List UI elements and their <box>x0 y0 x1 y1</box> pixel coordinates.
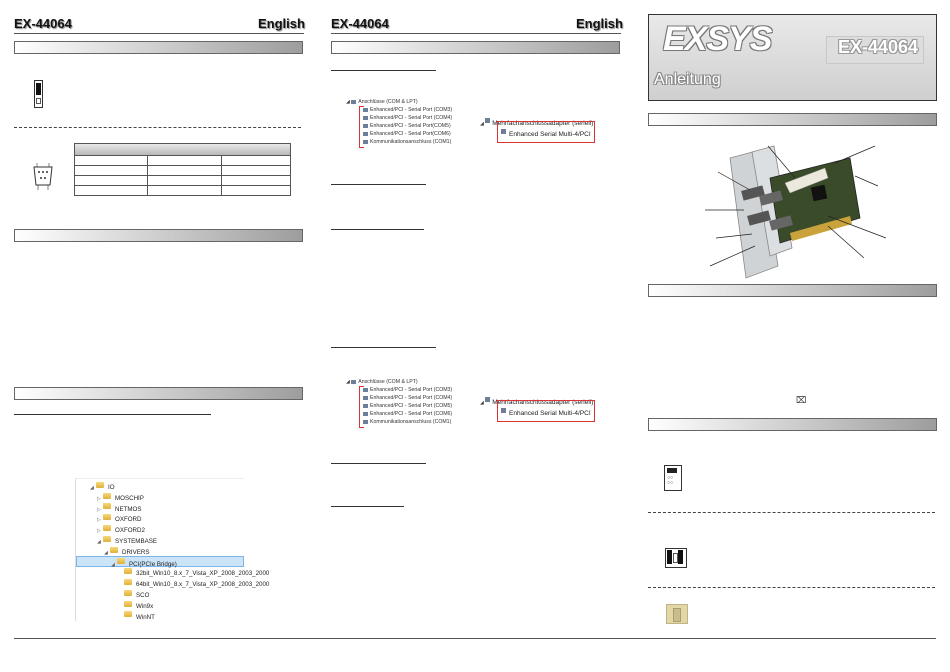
comm-port-item: Kommunikationsanschluss (COM1) <box>370 139 452 145</box>
col2-heading-underline-1 <box>331 70 436 71</box>
exsys-logo: EXSYS <box>663 20 772 58</box>
col1-section-bar-2 <box>14 229 303 242</box>
col2-section-bar-1 <box>331 41 620 54</box>
adapter-tree-1: ◢ Mehrfachanschlussadapter (seriell) Enhanced Serial Multi-4/PCI <box>480 112 610 138</box>
folder-tree-item[interactable] <box>90 480 115 490</box>
folder-icon <box>103 514 111 520</box>
ports-group-label: Anschlüsse (COM & LPT) <box>358 379 418 385</box>
cover-subtitle: Anleitung <box>654 71 721 88</box>
col2-header-rule <box>331 33 621 34</box>
collapsed-arrow-icon[interactable]: ▷ <box>97 506 101 513</box>
col3-dashed-divider-2 <box>648 587 935 588</box>
folder-icon <box>124 579 132 585</box>
col2-heading-underline-4 <box>331 347 436 348</box>
folder-tree-item[interactable] <box>97 502 141 512</box>
cover-box <box>648 14 937 101</box>
folder-label: 32bit_Win10_8.x_7_Vista_XP_2008_2003_2000 <box>136 570 270 578</box>
adapter-group-label: Mehrfachanschlussadapter (seriell) <box>492 120 594 127</box>
serial-port-item: Enhanced/PCI - Serial Port (COM4) <box>370 395 453 401</box>
col2-language: English <box>576 16 623 31</box>
pin-table <box>74 143 291 196</box>
col3-section-bar-3 <box>648 418 937 431</box>
expanded-arrow-icon[interactable]: ◢ <box>97 539 101 545</box>
serial-port-item: Enhanced/PCI - Serial Port (COM3) <box>370 107 453 113</box>
col2-heading-underline-3 <box>331 229 424 230</box>
folder-label: SCO <box>136 592 150 599</box>
folder-icon <box>110 547 118 553</box>
serial-port-item: Enhanced/PCI - Serial Port(COM5) <box>370 123 451 129</box>
col2-model: EX-44064 <box>331 16 389 31</box>
col2-heading-underline-2 <box>331 184 426 185</box>
folder-label: OXFORD2 <box>115 527 145 535</box>
col1-heading-underline <box>14 414 211 415</box>
adapter-item: Enhanced Serial Multi-4/PCI <box>509 131 591 138</box>
folder-icon <box>103 503 111 509</box>
folder-label: Win9x <box>136 602 154 610</box>
col1-section-bar-3 <box>14 387 303 400</box>
folder-tree-item[interactable] <box>76 556 244 567</box>
folder-icon <box>117 558 125 564</box>
slot-jumper-icon <box>665 548 687 568</box>
folder-icon <box>103 493 111 499</box>
col3-section-bar-1 <box>648 113 937 126</box>
col1-header-rule <box>14 33 304 34</box>
device-manager-tree-1: ◢ Anschlüsse (COM & LPT) Enhanced/PCI - Serial Port (COM3) Enhanced/PCI - Serial Port (COM4) Enhanced/PCI - Serial Port(COM5) Enhanced/PCI - Serial Port(COM6) Kommunikationsanschluss (COM1) <box>346 99 466 154</box>
folder-tree-item[interactable] <box>118 599 153 609</box>
folder-tree-item[interactable] <box>97 523 145 533</box>
folder-tree-item[interactable] <box>118 588 149 598</box>
adapter-item: Enhanced Serial Multi-4/PCI <box>509 410 591 417</box>
folder-icon <box>124 568 132 574</box>
jumper-icon <box>34 80 43 108</box>
folder-tree-item[interactable] <box>104 545 150 555</box>
serial-port-item: Enhanced/PCI - Serial Port(COM6) <box>370 131 451 137</box>
folder-icon <box>124 590 132 596</box>
col3-section-bar-2 <box>648 284 937 297</box>
col1-model: EX-44064 <box>14 16 72 31</box>
serial-port-item: Enhanced/PCI - Serial Port (COM5) <box>370 403 453 409</box>
folder-tree-item[interactable] <box>97 512 141 522</box>
folder-icon <box>103 536 111 542</box>
weee-bin-icon: ⌧ <box>796 395 807 405</box>
device-manager-tree-2: ◢ Anschlüsse (COM & LPT) Enhanced/PCI - Serial Port (COM3) Enhanced/PCI - Serial Port (COM4) Enhanced/PCI - Serial Port (COM5) Enhanced/PCI - Serial Port (COM6) Kommunikationsanschluss (COM1) <box>346 379 466 434</box>
cover-model: EX-44064 <box>838 37 919 57</box>
folder-label: PCI(PCIe Bridge) <box>129 560 177 568</box>
ports-group-label: Anschlüsse (COM & LPT) <box>358 99 418 105</box>
col1-language: English <box>258 16 305 31</box>
header-connector-icon <box>666 604 688 624</box>
col1-section-bar-1 <box>14 41 303 54</box>
col1-dashed-divider <box>14 127 301 128</box>
collapsed-arrow-icon[interactable]: ▷ <box>97 495 101 502</box>
folder-label: IO <box>108 484 115 491</box>
db9-connector-icon <box>32 163 54 196</box>
folder-tree-item[interactable] <box>118 566 269 576</box>
expanded-arrow-icon[interactable]: ◢ <box>104 549 108 556</box>
expanded-arrow-icon[interactable]: ◢ <box>111 561 115 568</box>
comm-port-item: Kommunikationsanschluss (COM1) <box>370 419 452 425</box>
expanded-arrow-icon[interactable]: ◢ <box>90 485 94 491</box>
folder-label: MOSCHIP <box>115 494 144 502</box>
col2-heading-underline-6 <box>331 506 404 507</box>
collapsed-arrow-icon[interactable]: ▷ <box>97 517 101 524</box>
serial-port-item: Enhanced/PCI - Serial Port (COM6) <box>370 411 453 417</box>
folder-tree-item[interactable] <box>118 577 269 587</box>
folder-label: SYSTEMBASE <box>115 538 157 545</box>
serial-port-item: Enhanced/PCI - Serial Port (COM4) <box>370 115 453 121</box>
folder-icon <box>124 611 132 617</box>
adapter-group-label: Mehrfachanschlussadapter (seriell) <box>492 399 594 406</box>
folder-icon <box>96 482 104 488</box>
folder-label: WinNT <box>136 613 155 621</box>
pin-table-body <box>74 155 291 196</box>
folder-tree-item[interactable] <box>118 610 155 620</box>
folder-label: DRIVERS <box>122 548 150 556</box>
folder-label: 64bit_Win10_8.x_7_Vista_XP_2008_2003_2000 <box>136 581 270 589</box>
footer-rule <box>14 638 936 639</box>
col2-heading-underline-5 <box>331 463 426 464</box>
folder-label: NETMOS <box>115 505 142 513</box>
port-icon <box>351 100 356 104</box>
adapter-tree-2: ◢ Mehrfachanschlussadapter (seriell) Enhanced Serial Multi-4/PCI <box>480 391 610 417</box>
pcie-card-image <box>700 138 890 288</box>
folder-icon <box>103 525 111 531</box>
pin-table-header <box>74 143 291 155</box>
col3-dashed-divider-1 <box>648 512 935 513</box>
serial-port-item: Enhanced/PCI - Serial Port (COM3) <box>370 387 453 393</box>
dip-switch-icon: ○○ ○○ <box>664 465 682 491</box>
collapsed-arrow-icon[interactable]: ▷ <box>97 528 101 535</box>
folder-tree-panel <box>75 478 270 621</box>
folder-icon <box>124 601 132 607</box>
folder-tree-item[interactable] <box>97 534 157 544</box>
folder-label: OXFORD <box>115 516 142 524</box>
folder-tree-item[interactable] <box>97 491 144 501</box>
